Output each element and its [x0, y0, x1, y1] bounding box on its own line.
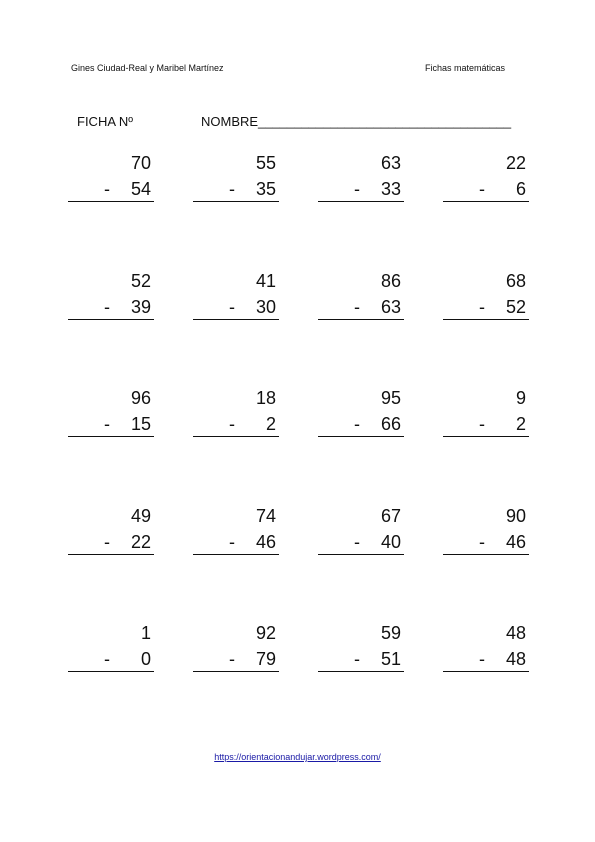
minuend: 59 — [380, 623, 401, 643]
subtrahend: 15 — [130, 414, 151, 434]
minuend: 90 — [505, 506, 526, 526]
answer-line — [443, 554, 529, 555]
subtrahend: 40 — [380, 532, 401, 552]
minus-sign: - — [229, 649, 235, 669]
subtraction-problem — [318, 153, 404, 205]
minus-sign: - — [229, 532, 235, 552]
minuend: 68 — [505, 271, 526, 291]
subtraction-problem — [68, 506, 154, 558]
minuend: 74 — [255, 506, 276, 526]
minuend: 49 — [130, 506, 151, 526]
minus-sign: - — [229, 179, 235, 199]
minuend: 41 — [255, 271, 276, 291]
answer-line — [318, 554, 404, 555]
minuend: 96 — [130, 388, 151, 408]
minuend: 18 — [255, 388, 276, 408]
minus-sign: - — [104, 414, 110, 434]
subtrahend: 54 — [130, 179, 151, 199]
subtrahend: 46 — [255, 532, 276, 552]
subtraction-problem — [443, 506, 529, 558]
subtraction-problem — [193, 506, 279, 558]
minuend: 52 — [130, 271, 151, 291]
subtrahend: 66 — [380, 414, 401, 434]
minus-sign: - — [479, 649, 485, 669]
minus-sign: - — [479, 414, 485, 434]
subtrahend: 46 — [505, 532, 526, 552]
subtrahend: 48 — [505, 649, 526, 669]
minuend: 70 — [130, 153, 151, 173]
nombre-label: NOMBRE___________________________________ — [201, 114, 512, 129]
minus-sign: - — [479, 179, 485, 199]
answer-line — [318, 436, 404, 437]
answer-line — [318, 319, 404, 320]
subtrahend: 63 — [380, 297, 401, 317]
minus-sign: - — [354, 414, 360, 434]
minus-sign: - — [104, 532, 110, 552]
minuend: 92 — [255, 623, 276, 643]
subtrahend: 52 — [505, 297, 526, 317]
footer — [0, 752, 595, 762]
subtrahend: 33 — [380, 179, 401, 199]
minuend: 22 — [505, 153, 526, 173]
minuend: 95 — [380, 388, 401, 408]
subtrahend: 51 — [380, 649, 401, 669]
minus-sign: - — [104, 297, 110, 317]
answer-line — [193, 319, 279, 320]
minus-sign: - — [354, 649, 360, 669]
footer-link[interactable]: https://orientacionandujar.wordpress.com/ — [214, 752, 381, 762]
answer-line — [193, 436, 279, 437]
answer-line — [443, 436, 529, 437]
subtraction-problem — [68, 388, 154, 440]
subtraction-problem — [318, 623, 404, 675]
minuend: 55 — [255, 153, 276, 173]
minus-sign: - — [104, 179, 110, 199]
answer-line — [68, 554, 154, 555]
minuend: 48 — [505, 623, 526, 643]
ficha-label: FICHA Nº — [77, 114, 134, 129]
subtraction-problem — [318, 506, 404, 558]
answer-line — [443, 319, 529, 320]
minuend: 67 — [380, 506, 401, 526]
minuend: 9 — [515, 388, 526, 408]
minuend: 1 — [140, 623, 151, 643]
subject-text: Fichas matemáticas — [425, 63, 506, 73]
subtraction-problem — [193, 271, 279, 323]
subtraction-problem — [68, 623, 154, 675]
answer-line — [318, 671, 404, 672]
answer-line — [443, 201, 529, 202]
answer-line — [68, 201, 154, 202]
subtrahend: 39 — [130, 297, 151, 317]
minus-sign: - — [479, 532, 485, 552]
answer-line — [68, 436, 154, 437]
subtraction-problem — [318, 271, 404, 323]
subtrahend: 35 — [255, 179, 276, 199]
subtrahend: 2 — [515, 414, 526, 434]
minus-sign: - — [104, 649, 110, 669]
subtraction-problem — [443, 153, 529, 205]
minus-sign: - — [479, 297, 485, 317]
minus-sign: - — [354, 297, 360, 317]
answer-line — [193, 671, 279, 672]
subtraction-problem — [68, 153, 154, 205]
subtrahend: 0 — [140, 649, 151, 669]
minus-sign: - — [354, 179, 360, 199]
subtraction-problem — [68, 271, 154, 323]
subtraction-problem — [443, 388, 529, 440]
answer-line — [193, 201, 279, 202]
minus-sign: - — [354, 532, 360, 552]
subtrahend: 6 — [515, 179, 526, 199]
answer-line — [193, 554, 279, 555]
subtraction-problem — [193, 388, 279, 440]
subtrahend: 79 — [255, 649, 276, 669]
minus-sign: - — [229, 297, 235, 317]
subtraction-problem — [443, 271, 529, 323]
answer-line — [68, 671, 154, 672]
subtraction-problem — [318, 388, 404, 440]
subtrahend: 22 — [130, 532, 151, 552]
answer-line — [443, 671, 529, 672]
minuend: 63 — [380, 153, 401, 173]
subtraction-problem — [193, 623, 279, 675]
subtrahend: 30 — [255, 297, 276, 317]
minuend: 86 — [380, 271, 401, 291]
answer-line — [68, 319, 154, 320]
subtraction-problem — [443, 623, 529, 675]
minus-sign: - — [229, 414, 235, 434]
authors-text: Gines Ciudad-Real y Maribel Martínez — [71, 63, 224, 73]
subtraction-problem — [193, 153, 279, 205]
answer-line — [318, 201, 404, 202]
subtrahend: 2 — [265, 414, 276, 434]
